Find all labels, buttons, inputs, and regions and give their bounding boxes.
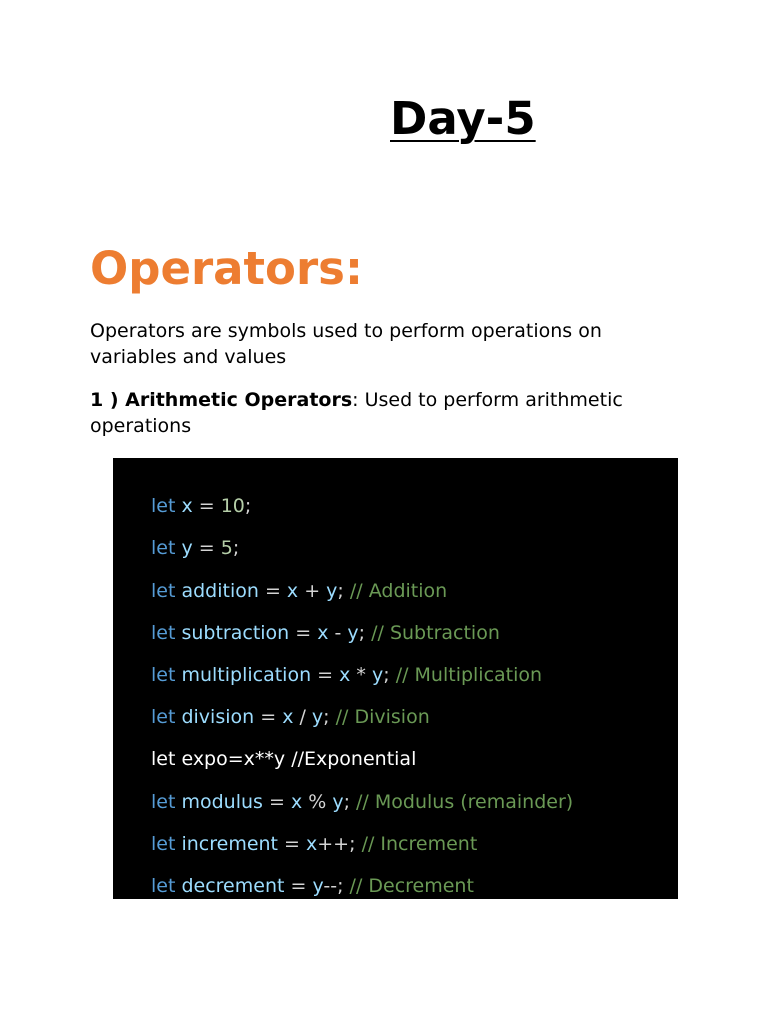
arithmetic-label: 1 ) Arithmetic Operators [90,389,353,411]
code-line-multiplication [151,662,542,688]
intro-paragraph: Operators are symbols used to perform operations on variables and values [90,320,602,368]
code-operand: x [282,706,294,728]
code-operand: y [326,580,338,602]
code-operator: + [298,580,327,602]
code-comment: // Decrement [349,875,474,897]
code-operator: * [350,664,372,686]
code-keyword: let [151,495,176,517]
code-line-x [151,493,251,519]
code-terminator: ; [232,537,240,559]
code-operator: -- [323,875,338,897]
code-comment: // Modulus (remainder) [356,791,574,813]
code-line-addition [151,578,447,604]
code-variable: y [181,537,193,559]
code-variable: decrement [181,875,285,897]
code-keyword: let [151,622,176,644]
code-terminator: ; [244,495,252,517]
code-operator: = [284,875,313,897]
code-line-decrement [151,873,474,899]
code-line-division [151,704,430,730]
code-operator: = [192,537,221,559]
code-operator: % [302,791,333,813]
code-operator: = [262,791,291,813]
code-operand: x [339,664,351,686]
code-variable: x [181,495,193,517]
code-operator: - [328,622,348,644]
code-operator: = [311,664,340,686]
code-line-modulus [151,789,573,815]
code-operator: = [258,580,287,602]
code-operand: x [290,791,303,813]
code-comment: // Multiplication [395,664,543,686]
code-operand: x [306,833,318,855]
code-line-y [151,535,239,561]
code-terminator: ; [337,580,350,602]
code-line-subtraction [151,620,500,646]
code-variable: division [181,706,255,728]
code-keyword: let [151,537,176,559]
code-plain-text: let expo=x**y //Exponential [151,748,417,770]
code-operand: y [312,875,324,897]
code-variable: multiplication [181,664,312,686]
code-number: 10 [220,495,245,517]
code-operand: x [317,622,329,644]
code-operand: y [371,664,384,686]
code-terminator: ; [349,833,362,855]
code-terminator: ; [383,664,396,686]
code-terminator: ; [358,622,372,644]
code-operator: / [293,706,312,728]
code-line-exponential [151,746,416,772]
code-terminator: ; [343,791,357,813]
code-operator: = [192,495,221,517]
code-keyword: let [151,706,176,728]
code-operator: = [278,833,307,855]
page-title: Day-5 [390,92,536,145]
code-variable: subtraction [181,622,290,644]
code-variable: addition [181,580,259,602]
arithmetic-paragraph [90,387,690,439]
code-comment: // Subtraction [371,622,500,644]
code-number: 5 [220,537,233,559]
code-operand: x [286,580,299,602]
code-operand: y [311,706,324,728]
code-comment: // Division [335,706,430,728]
arithmetic-description: : Used to perform arithmetic operations [90,389,623,437]
code-keyword: let [151,875,176,897]
code-operator: ++ [317,833,350,855]
code-operator: = [254,706,283,728]
code-comment: // Addition [349,580,448,602]
code-variable: modulus [181,791,263,813]
section-heading: Operators: [90,242,363,295]
code-operand: y [347,622,359,644]
code-keyword: let [151,833,176,855]
code-terminator: ; [323,706,336,728]
code-block [113,458,678,899]
code-keyword: let [151,580,176,602]
code-operator: = [289,622,318,644]
code-variable: increment [181,833,279,855]
code-keyword: let [151,791,176,813]
code-terminator: ; [337,875,350,897]
code-keyword: let [151,664,176,686]
code-operand: y [332,791,344,813]
code-comment: // Increment [361,833,478,855]
code-line-increment [151,831,477,857]
